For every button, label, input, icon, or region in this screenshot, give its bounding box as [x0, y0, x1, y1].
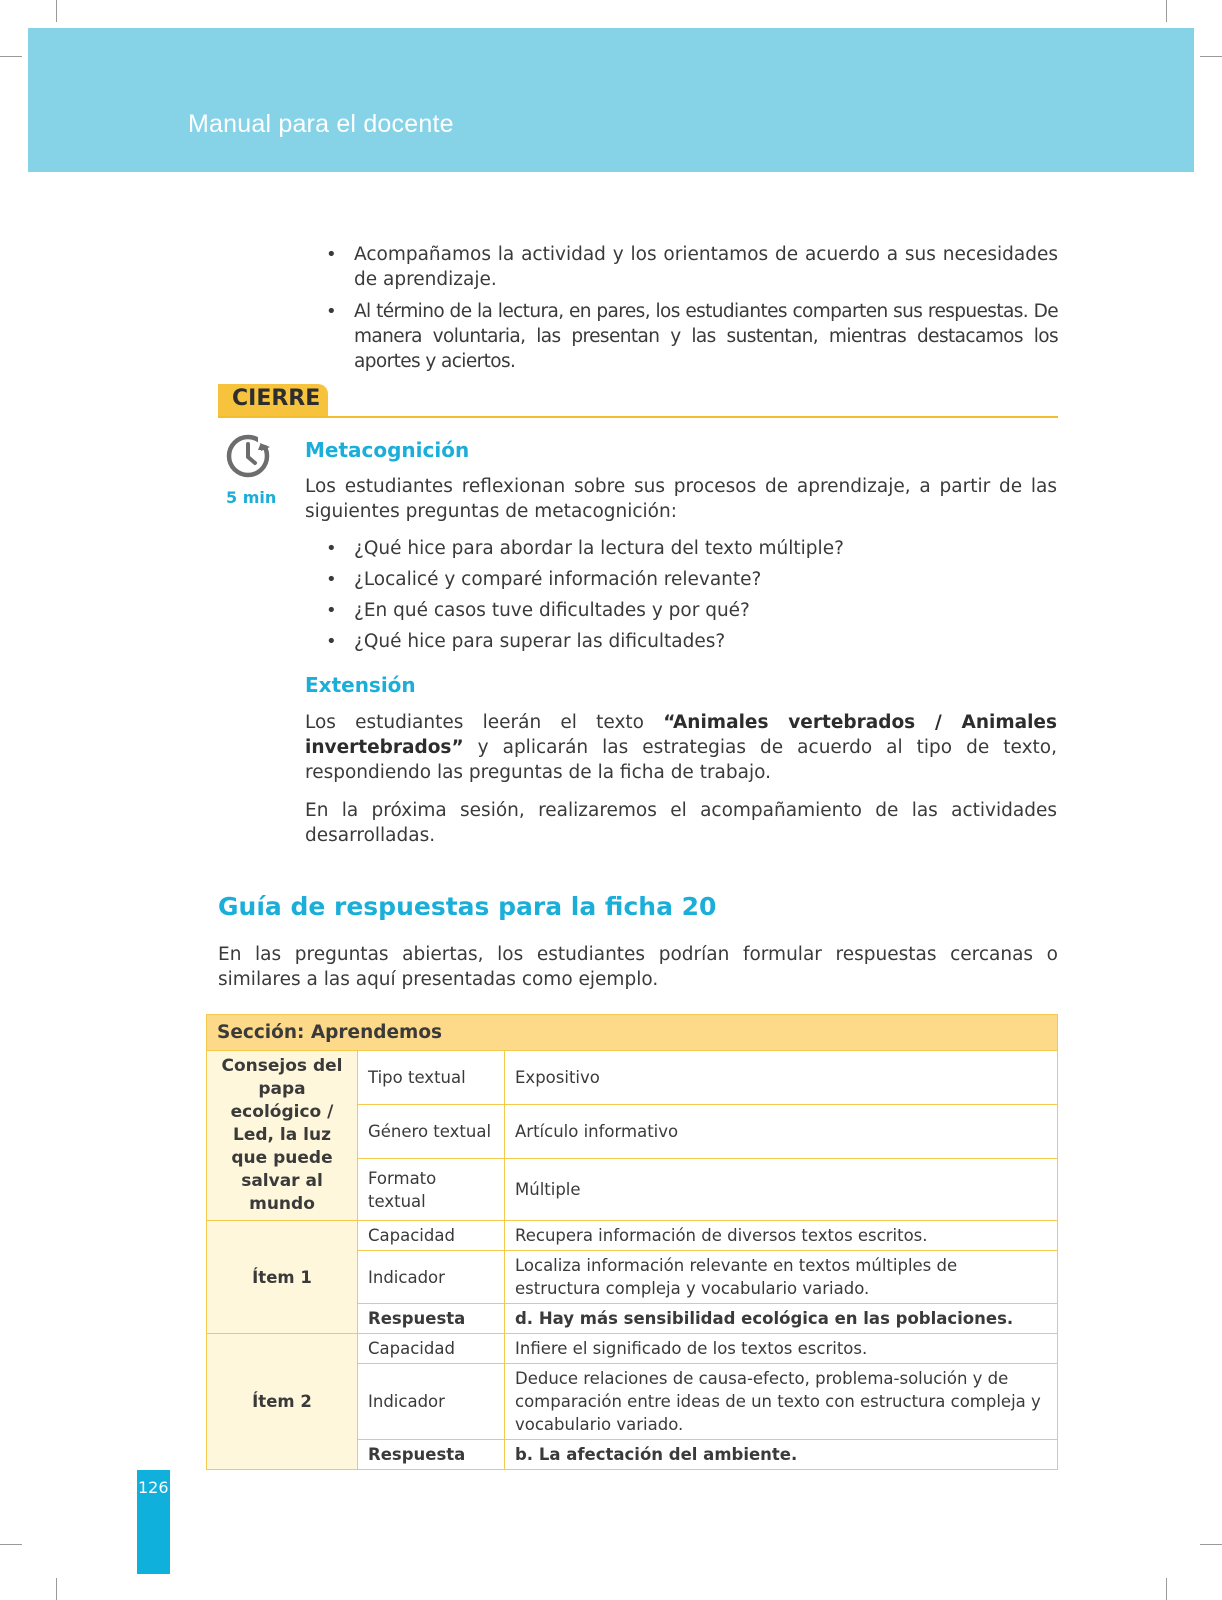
clock-icon: [224, 430, 274, 480]
text-block-title: Consejos del papa ecológico / Led, la luz que puede salvar al mundo: [207, 1051, 358, 1221]
crop-mark: [56, 1578, 57, 1600]
list-item: • Al término de la lectura, en pares, los estudiantes comparten sus respuestas. De manera voluntaria, las presentan y las sustentan, mientras destacamos los aportes y aciertos.: [326, 301, 1058, 372]
row-label: Indicador: [358, 1364, 505, 1440]
crop-mark: [1200, 1544, 1222, 1545]
header-band: [28, 28, 1194, 172]
extension-paragraph-1: Los estudiantes leerán el texto “Animales vertebrados / Animales invertebrados” y aplicarán las estrategias de acuerdo al tipo de texto, respondiendo las preguntas de la ficha de trabajo.: [305, 712, 1057, 783]
page-number: 126: [138, 1478, 169, 1497]
item-label: Ítem 1: [207, 1221, 358, 1334]
row-value: Recupera información de diversos textos escritos.: [505, 1221, 1058, 1251]
crop-mark: [56, 0, 57, 22]
list-item: • ¿Localicé y comparé información relevante?: [326, 569, 762, 590]
list-item: • ¿Qué hice para abordar la lectura del texto múltiple?: [326, 538, 844, 559]
row-label: Capacidad: [358, 1221, 505, 1251]
answer-value: b. La afectación del ambiente.: [505, 1440, 1058, 1470]
row-label: Respuesta: [358, 1304, 505, 1334]
row-value: Expositivo: [505, 1051, 1058, 1105]
cierre-divider: [218, 416, 1058, 418]
guide-intro: En las preguntas abiertas, los estudiantes podrían formular respuestas cercanas o similares a las aquí presentadas como ejemplo.: [218, 944, 1058, 990]
extension-heading: Extensión: [305, 673, 416, 697]
row-label: Tipo textual: [358, 1051, 505, 1105]
page-header-title: Manual para el docente: [188, 110, 454, 138]
intro-bullet-list: [306, 242, 1058, 374]
crop-mark: [0, 1544, 22, 1545]
table-header-row: [207, 1015, 1058, 1051]
answer-value: d. Hay más sensibilidad ecológica en las poblaciones.: [505, 1304, 1058, 1334]
row-label: Indicador: [358, 1251, 505, 1304]
row-value: Deduce relaciones de causa-efecto, problema-solución y de comparación entre ideas de un texto con estructura compleja y vocabulario variado.: [505, 1364, 1058, 1440]
row-label: Capacidad: [358, 1334, 505, 1364]
row-label: Formato textual: [358, 1159, 505, 1221]
row-value: Infiere el significado de los textos escritos.: [505, 1334, 1058, 1364]
metacognicion-heading: Metacognición: [305, 438, 470, 462]
list-item: • ¿En qué casos tuve dificultades y por qué?: [326, 600, 750, 621]
answers-table: [206, 1014, 1058, 1470]
row-value: Localiza información relevante en textos múltiples de estructura compleja y vocabulario variado.: [505, 1251, 1058, 1304]
row-label: Género textual: [358, 1105, 505, 1159]
row-label: Respuesta: [358, 1440, 505, 1470]
metacognicion-questions: [306, 536, 1058, 654]
metacognicion-text: Los estudiantes reflexionan sobre sus procesos de aprendizaje, a partir de las siguientes preguntas de metacognición:: [305, 476, 1057, 522]
crop-mark: [1166, 0, 1167, 22]
duration-label: 5 min: [226, 488, 277, 507]
extension-paragraph-2: En la próxima sesión, realizaremos el acompañamiento de las actividades desarrolladas.: [305, 800, 1057, 846]
crop-mark: [1166, 1578, 1167, 1600]
table-row: [207, 1051, 1058, 1105]
crop-mark: [1200, 56, 1222, 57]
table-row: [207, 1221, 1058, 1251]
guide-title: Guía de respuestas para la ficha 20: [218, 892, 717, 921]
list-item: • ¿Qué hice para superar las dificultades?: [326, 631, 726, 652]
crop-mark: [0, 56, 22, 57]
item-label: Ítem 2: [207, 1334, 358, 1470]
row-value: Múltiple: [505, 1159, 1058, 1221]
table-row: [207, 1334, 1058, 1364]
list-item: • Acompañamos la actividad y los orientamos de acuerdo a sus necesidades de aprendizaje.: [326, 244, 1058, 290]
section-header: Sección: Aprendemos: [207, 1015, 1058, 1051]
cierre-label: CIERRE: [232, 386, 321, 411]
row-value: Artículo informativo: [505, 1105, 1058, 1159]
